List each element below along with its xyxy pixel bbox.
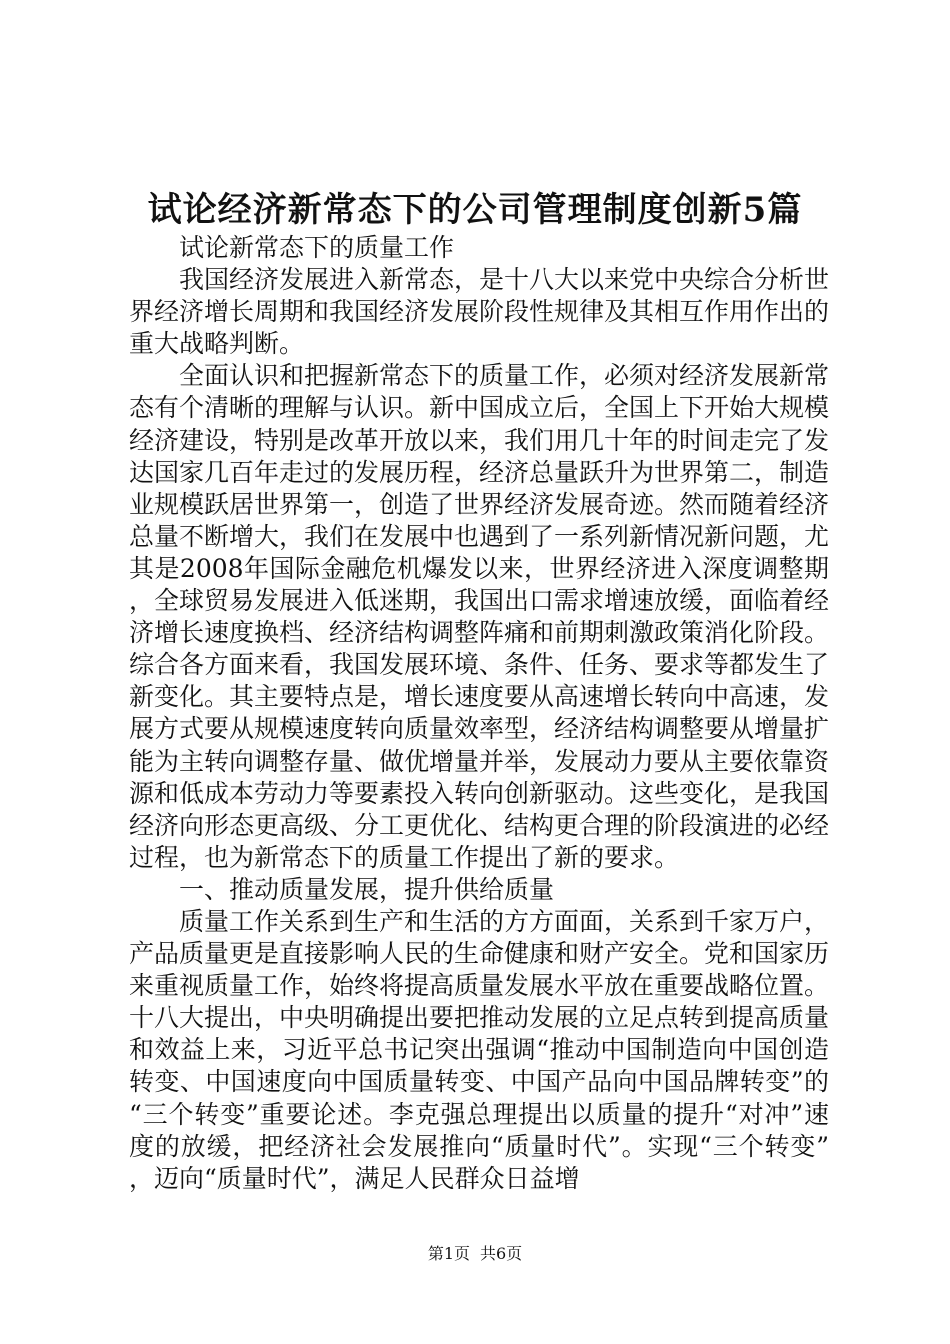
page-total: 共6页 <box>480 1244 523 1263</box>
section-heading: 一、推动质量发展，提升供给质量 <box>179 874 555 904</box>
paragraph: 我国经济发展进入新常态，是十八大以来党中央综合分析世界经济增长周期和我国经济发展阶段性规律及其相互作用作出的重大战略判断。 <box>129 265 830 359</box>
page-footer <box>0 1243 950 1265</box>
paragraph: 质量工作关系到生产和生活的方方面面，关系到千家万户，产品质量更是直接影响人民的生命健康和财产安全。党和国家历来重视质量工作，始终将提高质量发展水平放在重要战略位置。十八大提出，中央明确提出要把推动发展的立足点转到提高质量和效益上来，习近平总书记突出强调“推动中国制造向中国创造转变、中国速度向中国质量转变、中国产品向中国品牌转变”的“三个转变”重要论述。李克强总理提出以质量的提升“对冲”速度的放缓，把经济社会发展推向“质量时代”。实现“三个转变”，迈向“质量时代”，满足人民群众日益增 <box>129 906 830 1193</box>
paragraph: 全面认识和把握新常态下的质量工作，必须对经济发展新常态有个清晰的理解与认识。新中国成立后，全国上下开始大规模经济建设，特别是改革开放以来，我们用几十年的时间走完了发达国家几百年走过的发展历程，经济总量跃升为世界第二，制造业规模跃居世界第一，创造了世界经济发展奇迹。然而随着经济总量不断增大，我们在发展中也遇到了一系列新情况新问题，尤其是2008年国际金融危机爆发以来，世界经济进入深度调整期，全球贸易发展进入低迷期，我国出口需求增速放缓，面临着经济增长速度换档、经济结构调整阵痛和前期刺激政策消化阶段。综合各方面来看，我国发展环境、条件、任务、要求等都发生了新变化。其主要特点是，增长速度要从高速增长转向中高速，发展方式要从规模速度转向质量效率型，经济结构调整要从增量扩能为主转向调整存量、做优增量并举，发展动力要从主要依靠资源和低成本劳动力等要素投入转向创新驱动。这些变化，是我国经济向形态更高级、分工更优化、结构更合理的阶段演进的必经过程，也为新常态下的质量工作提出了新的要求。 <box>129 361 830 872</box>
document-title: 试论经济新常态下的公司管理制度创新5篇 <box>147 190 803 230</box>
page-number: 第1页 <box>427 1244 470 1263</box>
section-heading: 试论新常态下的质量工作 <box>179 233 455 262</box>
document-body <box>129 232 829 1195</box>
